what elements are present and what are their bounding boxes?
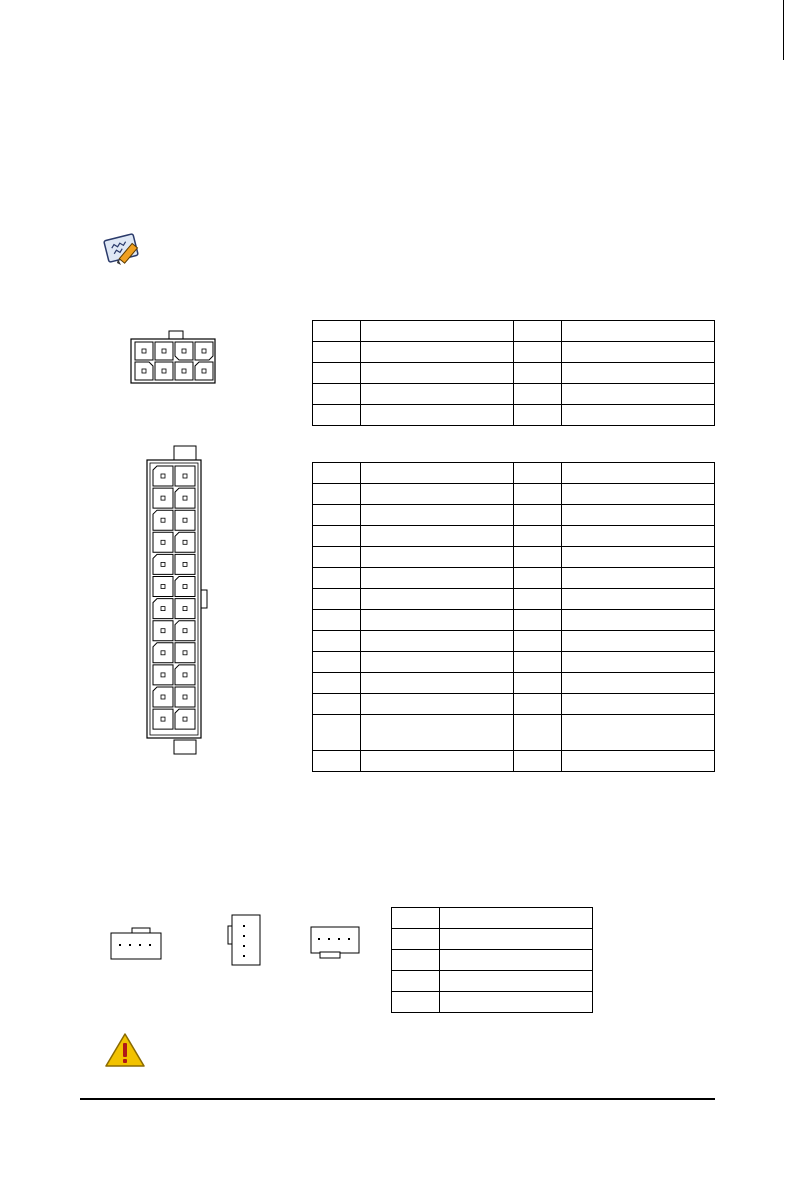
atx-pin-contact — [161, 607, 165, 611]
table-row — [313, 363, 715, 384]
atx-pin-contact — [161, 717, 165, 721]
warning-triangle-icon — [104, 1032, 146, 1068]
fan-header-diagram-2 — [226, 914, 262, 966]
atx-pin-contact — [183, 585, 187, 589]
table-row — [392, 971, 593, 992]
fan-header-diagram-1 — [110, 927, 162, 961]
atx-pin-contact — [161, 585, 165, 589]
table-row — [313, 342, 715, 363]
atx-pin-contact — [183, 673, 187, 677]
cpu-8pin-connector-diagram — [129, 330, 217, 386]
atx-pin-contact — [161, 673, 165, 677]
atx-pin-contact — [161, 695, 165, 699]
note-pencil-icon — [103, 229, 149, 269]
table-row — [313, 694, 715, 715]
atx-pin-contact — [183, 562, 187, 566]
table-row — [313, 484, 715, 505]
table-row — [313, 589, 715, 610]
atx-power-pin-table — [312, 462, 715, 772]
atx-pin-contact — [183, 717, 187, 721]
table-row — [313, 673, 715, 694]
table-row — [392, 950, 593, 971]
table-row — [313, 526, 715, 547]
cpu-power-pin-table — [312, 320, 715, 426]
table-row — [313, 463, 715, 484]
atx-pin-contact — [183, 629, 187, 633]
fan-header-pin-table — [391, 907, 593, 1013]
atx-pin-contact — [183, 518, 187, 522]
table-row — [313, 652, 715, 673]
atx-pin-contact — [183, 651, 187, 655]
atx-pin-contact — [183, 695, 187, 699]
page-edge-line — [783, 0, 784, 60]
table-row — [313, 384, 715, 405]
table-row — [313, 547, 715, 568]
table-row — [313, 631, 715, 652]
table-row — [313, 405, 715, 426]
table-row — [313, 610, 715, 631]
table-row — [313, 751, 715, 772]
atx-pin-contact — [183, 474, 187, 478]
atx-pin-contact — [161, 518, 165, 522]
table-row — [313, 505, 715, 526]
atx-pin-contact — [161, 540, 165, 544]
table-row — [313, 568, 715, 589]
atx-pin-contact — [183, 540, 187, 544]
atx-pin-contact — [183, 496, 187, 500]
fan-header-diagram-3 — [310, 926, 360, 960]
table-row — [392, 908, 593, 929]
atx-pin-contact — [161, 474, 165, 478]
atx-pin-contact — [161, 629, 165, 633]
table-row — [313, 715, 715, 751]
atx-pin-contact — [183, 607, 187, 611]
table-row — [392, 929, 593, 950]
atx-24pin-connector-diagram — [145, 444, 211, 756]
table-row — [392, 992, 593, 1013]
atx-pin-contact — [161, 496, 165, 500]
atx-pin-contact — [161, 651, 165, 655]
table-row — [313, 321, 715, 342]
footer-rule — [80, 1098, 715, 1100]
atx-pin-contact — [161, 562, 165, 566]
